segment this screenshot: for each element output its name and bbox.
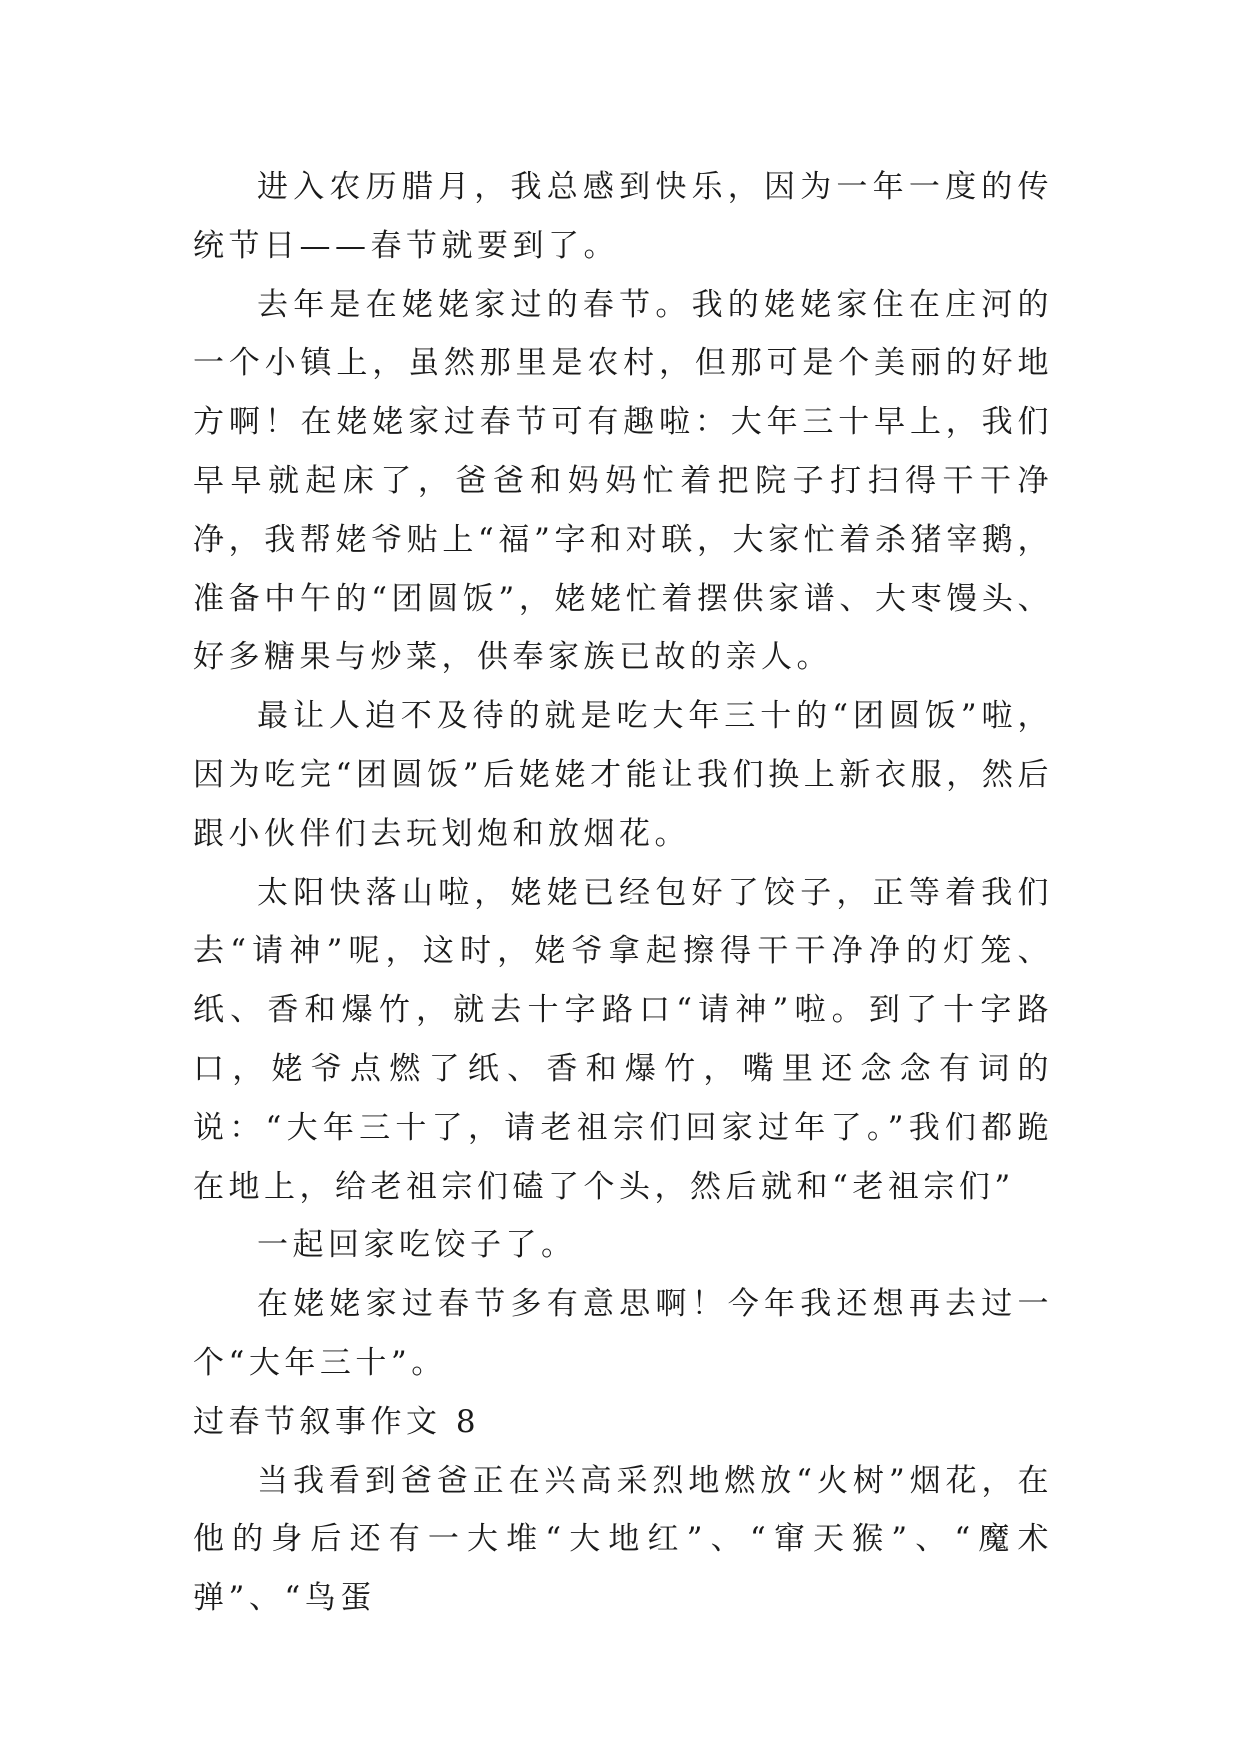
section-heading: 过春节叙事作文 8 <box>193 1403 481 1440</box>
paragraph: 在姥姥家过春节多有意思啊！今年我还想再去过一个“大年三十”。 <box>193 1286 1053 1381</box>
paragraph: 进入农历腊月，我总感到快乐，因为一年一度的传统节日——春节就要到了。 <box>193 169 1053 264</box>
paragraph: 一起回家吃饺子了。 <box>257 1227 577 1264</box>
paragraph: 太阳快落山啦，姥姥已经包好了饺子，正等着我们去“请神”呢，这时，姥爷拿起擦得干干净净的灯笼、纸、香和爆竹，就去十字路口“请神”啦。到了十字路口，姥爷点燃了纸、香和爆竹，嘴里还念念有词的说：“大年三十了，请老祖宗们回家过年了。”我们都跪在地上，给老祖宗们磕了个头，然后就和“老祖宗们” <box>193 874 1053 1205</box>
paragraph: 最让人迫不及待的就是吃大年三十的“团圆饭”啦，因为吃完“团圆饭”后姥姥才能让我们换上新衣服，然后跟小伙伴们去玩划炮和放烟花。 <box>193 698 1053 852</box>
paragraph: 当我看到爸爸正在兴高采烈地燃放“火树”烟花，在他的身后还有一大堆“大地红”、“窜天猴”、“魔术弹”、“鸟蛋 <box>193 1462 1053 1617</box>
paragraph: 去年是在姥姥家过的春节。我的姥姥家住在庄河的一个小镇上，虽然那里是农村，但那可是个美丽的好地方啊！在姥姥家过春节可有趣啦：大年三十早上，我们早早就起床了，爸爸和妈妈忙着把院子打扫得干干净净，我帮姥爷贴上“福”字和对联，大家忙着杀猪宰鹅，准备中午的“团圆饭”，姥姥忙着摆供家谱、大枣馒头、好多糖果与炒菜，供奉家族已故的亲人。 <box>193 286 1053 676</box>
document-body <box>193 158 1053 1628</box>
